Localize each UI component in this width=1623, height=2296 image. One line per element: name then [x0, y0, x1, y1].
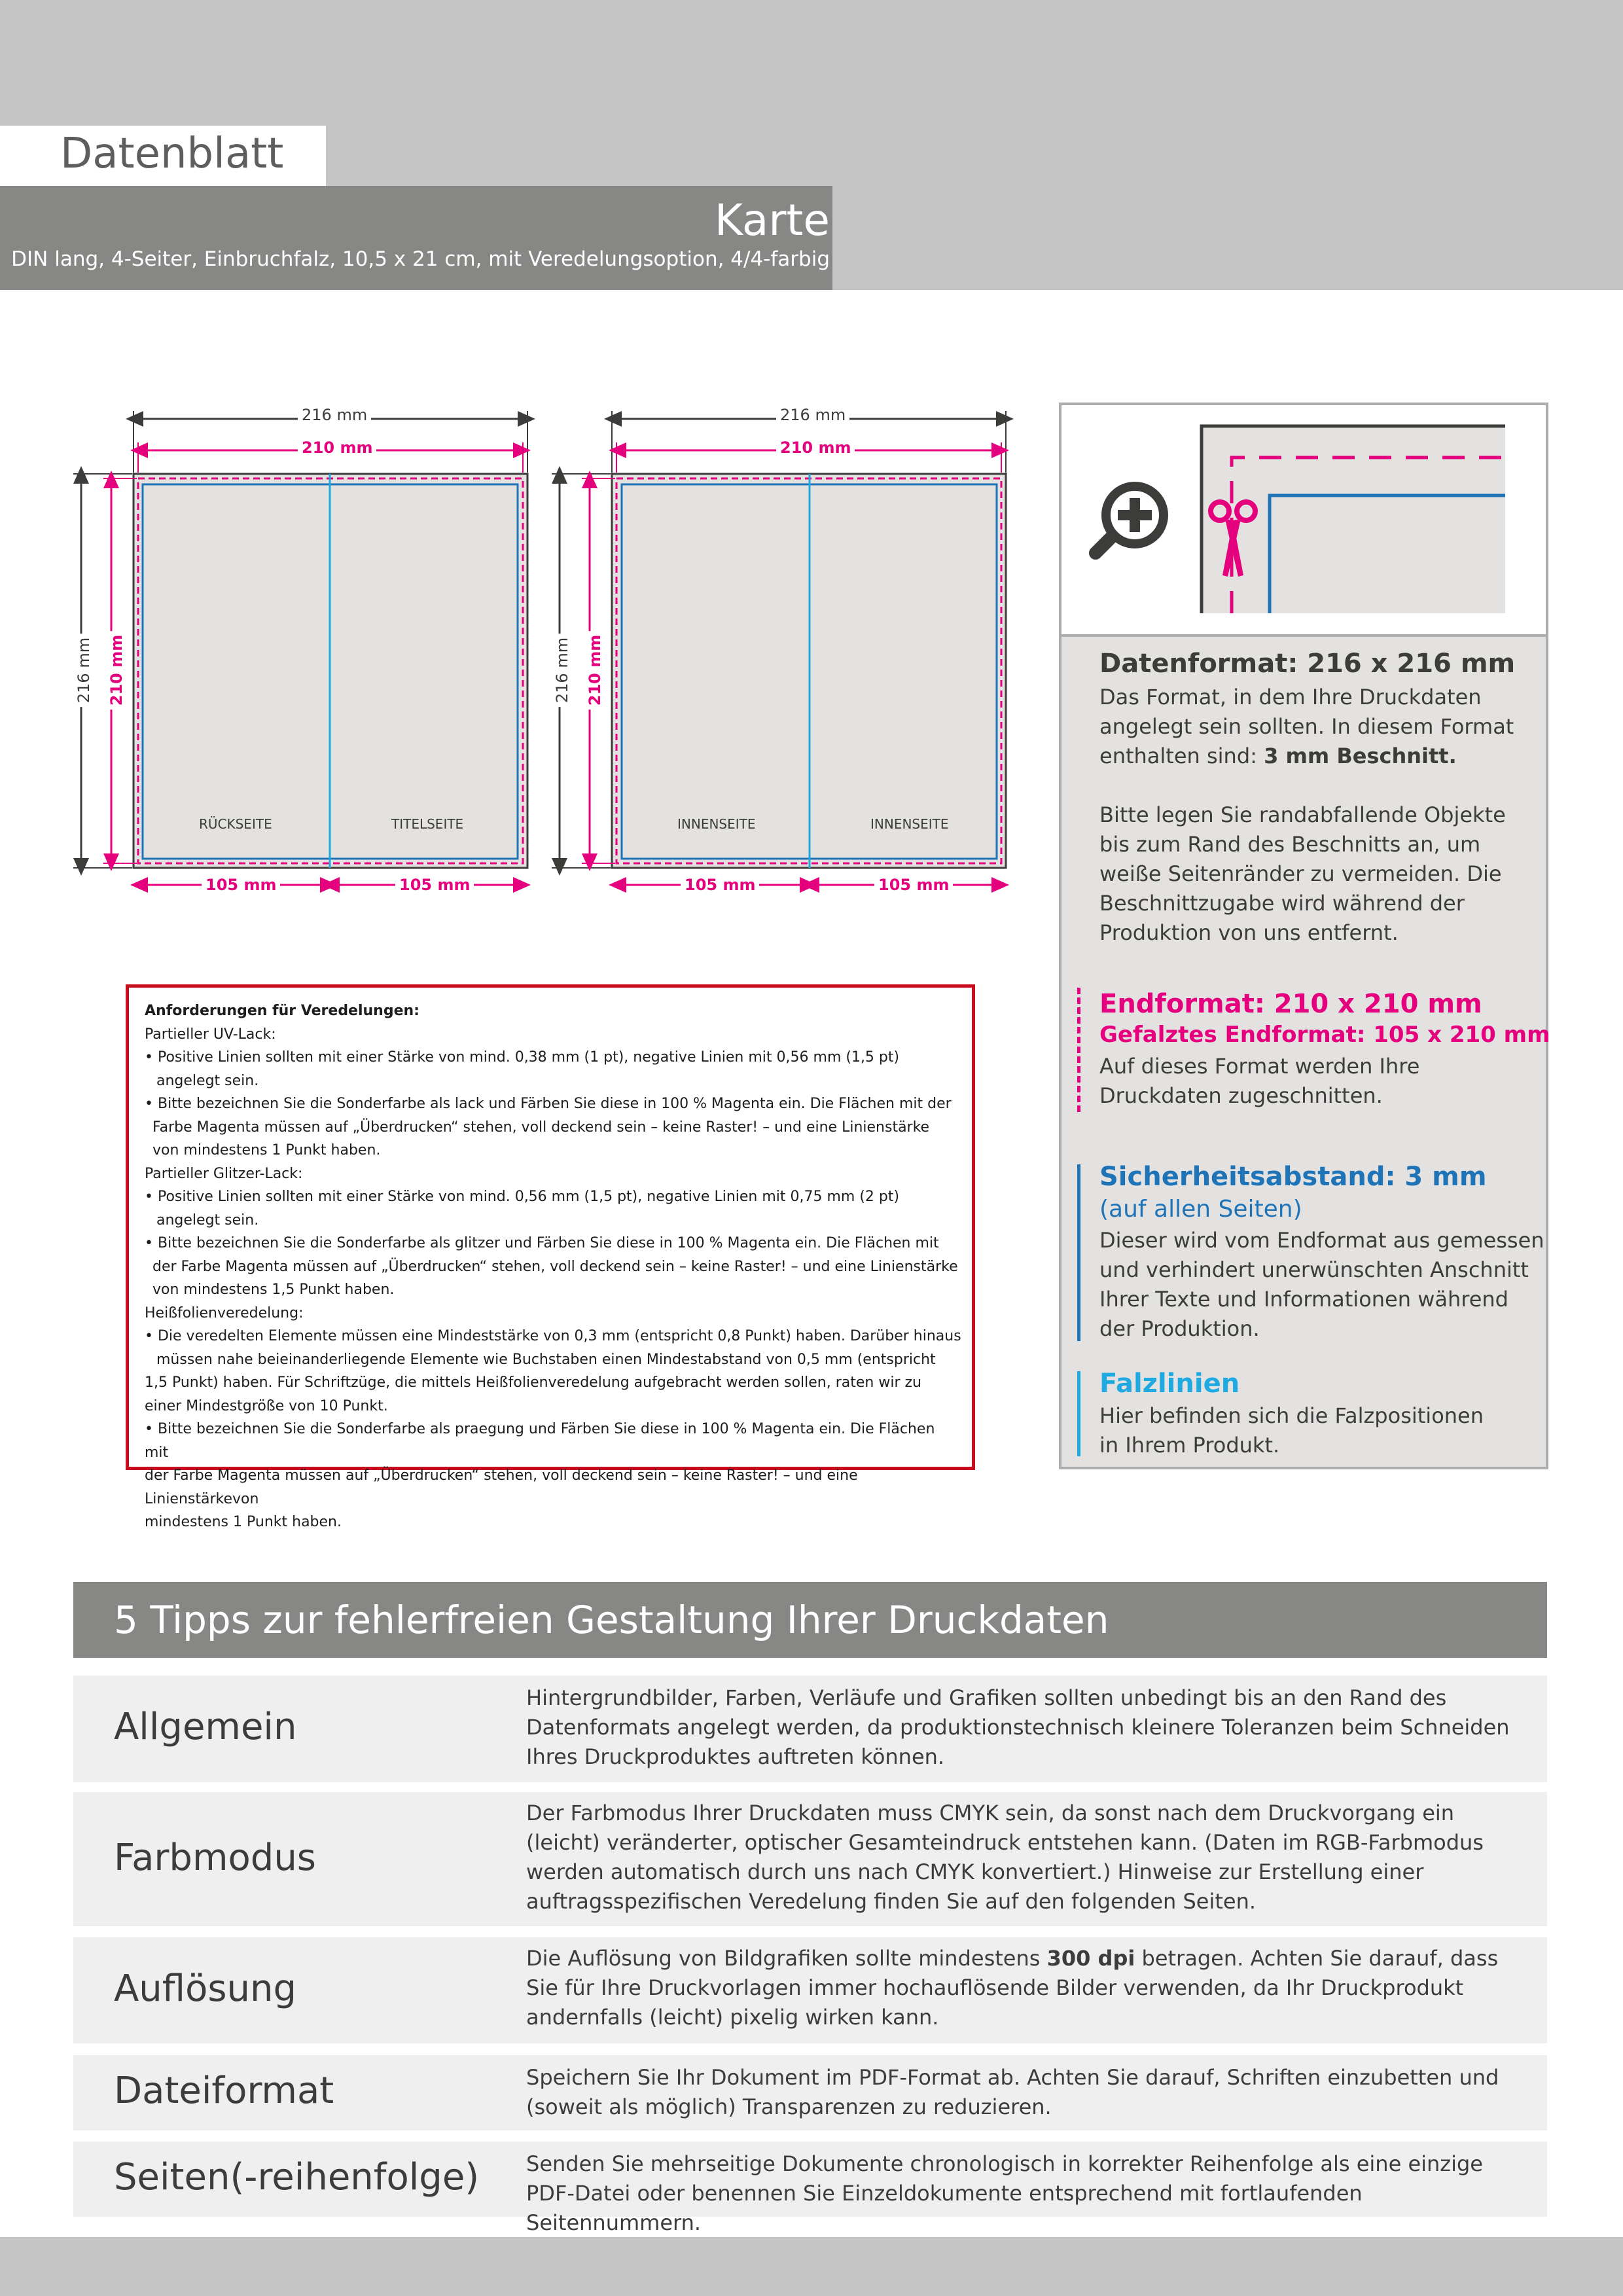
- req-line: angelegt sein.: [156, 1211, 259, 1229]
- dim-outer-height-right: 216 mm: [553, 634, 571, 707]
- sicherheitsabstand-text: Dieser wird vom Endformat aus gemessen und verhindert unerwünschten Anschnitt Ihrer Texte und Informationen während der Produktion.: [1099, 1228, 1544, 1341]
- page-label-back: RÜCKSEITE: [199, 816, 272, 832]
- dim-half-left-2: 105 mm: [395, 876, 474, 894]
- dim-inner-width-left: 210 mm: [298, 439, 376, 457]
- falzlinien-marker: [1077, 1371, 1080, 1456]
- tip-label: Dateiformat: [114, 2070, 334, 2112]
- tip-text: Speichern Sie Ihr Dokument im PDF-Format ab. Achten Sie darauf, Schriften einzubetten und (soweit als möglich) Transparenzen zu reduzieren.: [526, 2065, 1499, 2119]
- footer-band: [0, 2237, 1623, 2296]
- dim-outer-width-right: 216 mm: [776, 406, 849, 424]
- datenformat-text-1: Das Format, in dem Ihre Druckdaten angelegt sein sollten. In diesem Format enthalten sind:: [1099, 685, 1514, 768]
- dim-inner-height-right: 210 mm: [586, 631, 604, 709]
- dim-inner-width-right: 210 mm: [776, 439, 855, 457]
- endformat-title: Endformat: 210 x 210 mm: [1099, 989, 1482, 1019]
- tip-label: Farbmodus: [114, 1837, 316, 1879]
- dim-half-right-1: 105 mm: [681, 876, 759, 894]
- req-line: Heißfolienveredelung:: [145, 1304, 304, 1321]
- dim-outer-width-left: 216 mm: [298, 406, 371, 424]
- falzlinien-text: Hier befinden sich die Falzpositionen in Ihrem Produkt.: [1099, 1403, 1484, 1458]
- dim-inner-height-left: 210 mm: [107, 631, 126, 709]
- req-line: von mindestens 1 Punkt haben.: [152, 1142, 381, 1158]
- sicherheitsabstand-subtitle: (auf allen Seiten): [1099, 1196, 1302, 1223]
- endformat-text: Auf dieses Format werden Ihre Druckdaten zugeschnitten.: [1099, 1054, 1420, 1108]
- page-subtitle: DIN lang, 4-Seiter, Einbruchfalz, 10,5 x 21 cm, mit Veredelungsoption, 4/4-farbig: [11, 247, 830, 271]
- scissors-icon: [1207, 497, 1259, 582]
- tip-text: [526, 1944, 1534, 2032]
- tip-label: Auflösung: [114, 1967, 297, 2010]
- req-line: • Positive Linien sollten mit einer Stärke von mind. 0,38 mm (1 pt), negative Linien mit 0,56 mm (1,5 pt): [145, 1049, 900, 1066]
- tip-text: Der Farbmodus Ihrer Druckdaten muss CMYK sein, da sonst nach dem Druckvorgang ein (leicht) veränderter, optischer Gesamteindruck entstehen kann. (Daten im RGB-Farbmodus werden automatisch durch uns nach CMYK konvertiert.) Hinweise zur Erstellung einer auftragsspezifischen Veredelung finden Sie auf den folgenden Seiten.: [526, 1801, 1484, 1914]
- requirements-title: Anforderungen für Veredelungen:: [145, 1003, 419, 1019]
- req-line: Partieller Glitzer-Lack:: [145, 1165, 303, 1182]
- req-line: 1,5 Punkt) haben. Für Schriftzüge, die mittels Heißfolienveredelung aufgebracht werden sollen, raten wir zu: [145, 1374, 921, 1391]
- req-line: müssen nahe beieinanderliegende Elemente wie Buchstaben einen Mindestabstand von 0,5 mm (entspricht: [156, 1351, 936, 1368]
- datenformat-text: [1099, 683, 1531, 771]
- requirements-text: [145, 999, 963, 1534]
- tips-header: [73, 1582, 1547, 1658]
- tip-text: Senden Sie mehrseitige Dokumente chronologisch in korrekter Reihenfolge als eine einzige PDF-Datei oder benennen Sie Einzeldokumente entsprechend mit fortlaufenden Seitennummern.: [526, 2151, 1483, 2235]
- requirements-box: [126, 984, 975, 1530]
- document-tag: Datenblatt: [60, 130, 284, 178]
- sicherheitsabstand-title: Sicherheitsabstand: 3 mm: [1099, 1162, 1487, 1192]
- req-line: • Bitte bezeichnen Sie die Sonderfarbe als praegung und Färben Sie diese in 100 % Magenta ein. Die Flächen mit: [145, 1421, 935, 1461]
- info-panel: [1059, 403, 1548, 1469]
- req-line: der Farbe Magenta müssen auf „Überdrucken“ stehen, voll deckend sein – keine Raster! – und eine Linienstärke: [152, 1258, 958, 1275]
- tip-row-seitenreihenfolge: [73, 2142, 1547, 2235]
- req-line: der Farbe Magenta müssen auf „Überdrucken“ stehen, voll deckend sein – keine Raster! – und eine Linienstärkevon: [145, 1467, 858, 1507]
- tip-label: Seiten(-reihenfolge): [114, 2156, 480, 2198]
- tip-text-bold: 300 dpi: [1046, 1946, 1135, 1971]
- dim-outer-height-left: 216 mm: [75, 634, 93, 707]
- datenformat-title: Datenformat: 216 x 216 mm: [1099, 649, 1516, 679]
- req-line: Partieller UV-Lack:: [145, 1026, 276, 1043]
- datenformat-text-2: Bitte legen Sie randabfallende Objekte bis zum Rand des Beschnitts an, um weiße Seitenränder zu vermeiden. Die Beschnittzugabe wird während der Produktion von uns entfernt.: [1099, 802, 1506, 945]
- zoom-in-icon: [1089, 477, 1174, 562]
- req-line: • Die veredelten Elemente müssen eine Mindeststärke von 0,3 mm (entspricht 0,8 Punkt) haben. Darüber hinaus: [145, 1328, 961, 1344]
- datenformat-bold: 3 mm Beschnitt.: [1264, 744, 1457, 768]
- tip-text: Hintergrundbilder, Farben, Verläufe und Grafiken sollten unbedingt bis an den Rand des Datenformats angelegt werden, da produktionstechnisch kleinere Toleranzen beim Schneiden Ihres Druckproduktes auftreten können.: [526, 1685, 1510, 1769]
- left-diagram: [73, 411, 527, 885]
- endformat-marker: [1077, 988, 1080, 1112]
- req-line: • Bitte bezeichnen Sie die Sonderfarbe als lack und Färben Sie diese in 100 % Magenta ein. Die Flächen mit der: [145, 1096, 952, 1112]
- req-line: angelegt sein.: [156, 1072, 259, 1089]
- page-title: Karte: [714, 195, 830, 245]
- req-line: • Bitte bezeichnen Sie die Sonderfarbe als glitzer und Färben Sie diese in 100 % Magenta ein. Die Flächen mit: [145, 1235, 939, 1251]
- tips-title: 5 Tipps zur fehlerfreien Gestaltung Ihrer Druckdaten: [114, 1598, 1109, 1642]
- req-line: Farbe Magenta müssen auf „Überdrucken“ stehen, voll deckend sein – keine Raster! – und eine Linienstärke: [152, 1119, 930, 1136]
- page-label-inner-1: INNENSEITE: [677, 816, 756, 832]
- falzlinien-title: Falzlinien: [1099, 1369, 1240, 1399]
- tip-label: Allgemein: [114, 1706, 297, 1748]
- tip-row-dateiformat: [73, 2055, 1547, 2130]
- sicherheitsabstand-marker: [1077, 1164, 1080, 1341]
- page-label-title: TITELSEITE: [391, 816, 464, 832]
- req-line: mindestens 1 Punkt haben.: [145, 1514, 342, 1530]
- tip-row-allgemein: [73, 1676, 1547, 1782]
- page-label-inner-2: INNENSEITE: [870, 816, 949, 832]
- dim-half-right-2: 105 mm: [874, 876, 953, 894]
- zoom-illustration: [1061, 405, 1546, 637]
- tip-text-after: betragen. Achten Sie darauf, dass Sie für Ihre Druckvorlagen immer hochauflösende Bilder verwenden, da Ihr Druckprodukt andernfalls (leicht) pixelig wirken kann.: [526, 1946, 1499, 2030]
- tip-row-aufloesung: [73, 1937, 1547, 2043]
- req-line: einer Mindestgröße von 10 Punkt.: [145, 1397, 388, 1414]
- right-diagram: [552, 411, 1006, 885]
- tip-text-before: Die Auflösung von Bildgrafiken sollte mindestens: [526, 1946, 1041, 1971]
- endformat-subtitle: Gefalztes Endformat: 105 x 210 mm: [1099, 1022, 1550, 1048]
- tip-row-farbmodus: [73, 1792, 1547, 1926]
- req-line: • Positive Linien sollten mit einer Stärke von mind. 0,56 mm (1,5 pt), negative Linien mit 0,75 mm (2 pt): [145, 1189, 900, 1205]
- dim-half-left-1: 105 mm: [202, 876, 280, 894]
- req-line: von mindestens 1,5 Punkt haben.: [152, 1282, 395, 1298]
